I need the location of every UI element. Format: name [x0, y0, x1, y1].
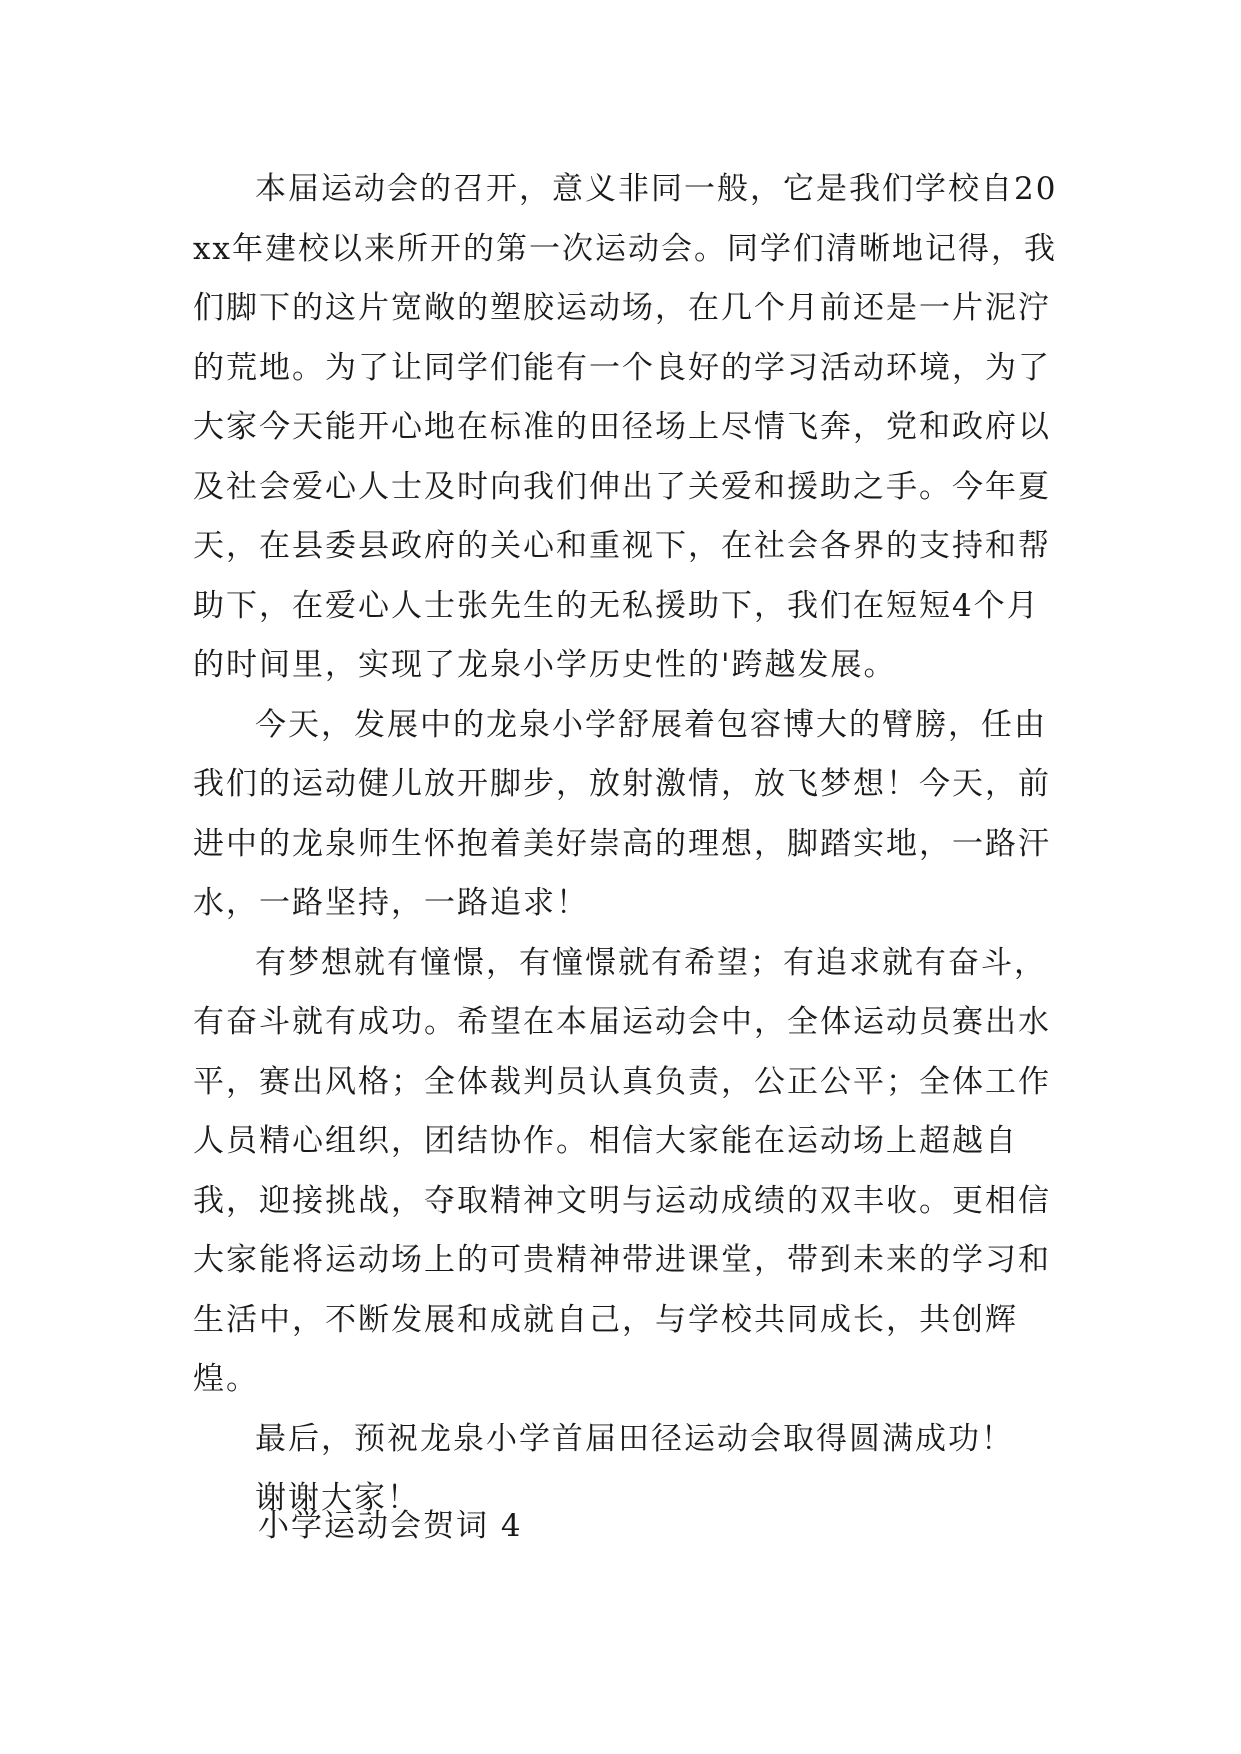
paragraph-thanks: 谢谢大家！: [255, 1480, 420, 1516]
paragraph-significance: 本届运动会的召开，意义非同一般，它是我们学校自20xx年建校以来所开的第一次运动会。同学们清晰地记得，我们脚下的这片宽敞的塑胶运动场，在几个月前还是一片泥泞的荒地。为了让同学们能有一个良好的学习活动环境，为了大家今天能开心地在标准的田径场上尽情飞奔，党和政府以及社会爱心人士及时向我们伸出了关爱和援助之手。今年夏天，在县委县政府的关心和重视下，在社会各界的支持和帮助下，在爱心人士张先生的无私援助下，我们在短短4个月的时间里，实现了龙泉小学历史性的'跨越发展。: [193, 171, 1058, 683]
paragraph-today: 今天，发展中的龙泉小学舒展着包容博大的臂膀，任由我们的运动健儿放开脚步，放射激情，放飞梦想！今天，前进中的龙泉师生怀抱着美好崇高的理想，脚踏实地，一路汗水，一路坚持，一路追求！: [193, 706, 1051, 921]
paragraph-closing-wish: 最后，预祝龙泉小学首届田径运动会取得圆满成功！: [255, 1420, 1014, 1457]
document-body: [193, 160, 1061, 1529]
section-heading: 小学运动会贺词 4: [258, 1508, 523, 1544]
paragraph-dreams: 有梦想就有憧憬，有憧憬就有希望；有追求就有奋斗，有奋斗就有成功。希望在本届运动会中，全体运动员赛出水平，赛出风格；全体裁判员认真负责，公正公平；全体工作人员精心组织，团结协作。相信大家能在运动场上超越自我，迎接挑战，夺取精神文明与运动成绩的双丰收。更相信大家能将运动场上的可贵精神带进课堂，带到未来的学习和生活中，不断发展和成就自己，与学校共同成长，共创辉煌。: [193, 944, 1051, 1397]
